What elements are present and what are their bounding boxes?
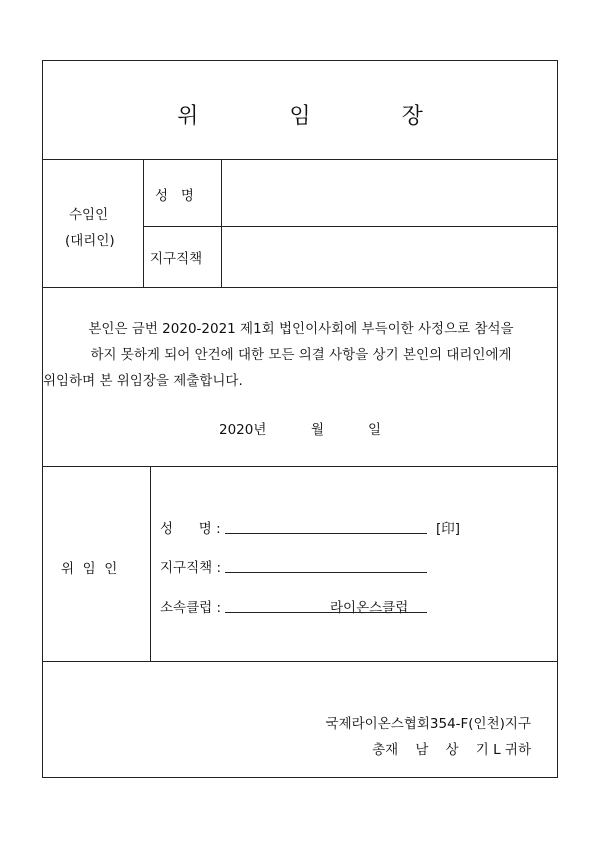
recipient-label: 수임인 — [69, 207, 109, 223]
recipient-name-label: 성 명 — [155, 188, 194, 204]
divider — [43, 159, 557, 160]
name-underline — [225, 533, 427, 534]
seal-mark: [印] — [436, 521, 461, 537]
delegator-position-label: 지구직책 : — [160, 560, 222, 576]
delegator-club-label: 소속클럽 : — [160, 600, 222, 616]
divider — [143, 226, 557, 227]
club-underline — [225, 612, 427, 613]
statement-text — [43, 316, 559, 394]
divider — [43, 287, 557, 288]
form-title: 위 임 장 — [177, 104, 465, 129]
divider — [150, 466, 151, 661]
statement-line: 위임하며 본 위임장을 제출합니다. — [43, 373, 243, 389]
delegator-label: 위 임 인 — [61, 561, 118, 577]
delegator-name-label: 성 명 : — [160, 521, 221, 537]
addressee-org: 국제라이온스협회354-F(인천)지구 — [325, 716, 531, 732]
date-month: 월 — [311, 422, 325, 438]
club-suffix: 라이온스클럽 — [330, 600, 409, 616]
recipient-sublabel: (대리인) — [65, 233, 115, 249]
divider — [43, 466, 557, 467]
divider — [221, 159, 222, 287]
statement-line: 본인은 금번 2020-2021 제1회 법인이사회에 부득이한 사정으로 참석을 — [88, 321, 514, 337]
position-underline — [225, 572, 427, 573]
date-day: 일 — [368, 422, 382, 438]
divider — [143, 159, 144, 287]
date-year: 2020년 — [219, 422, 267, 438]
divider — [43, 661, 557, 662]
proxy-form — [42, 60, 558, 778]
statement-line: 하지 못하게 되어 안건에 대한 모든 의결 사항을 상기 본인의 대리인에게 — [90, 347, 512, 363]
recipient-position-label: 지구직책 — [150, 251, 203, 267]
addressee-president: 총재 남 상 기 L 귀하 — [372, 742, 531, 758]
